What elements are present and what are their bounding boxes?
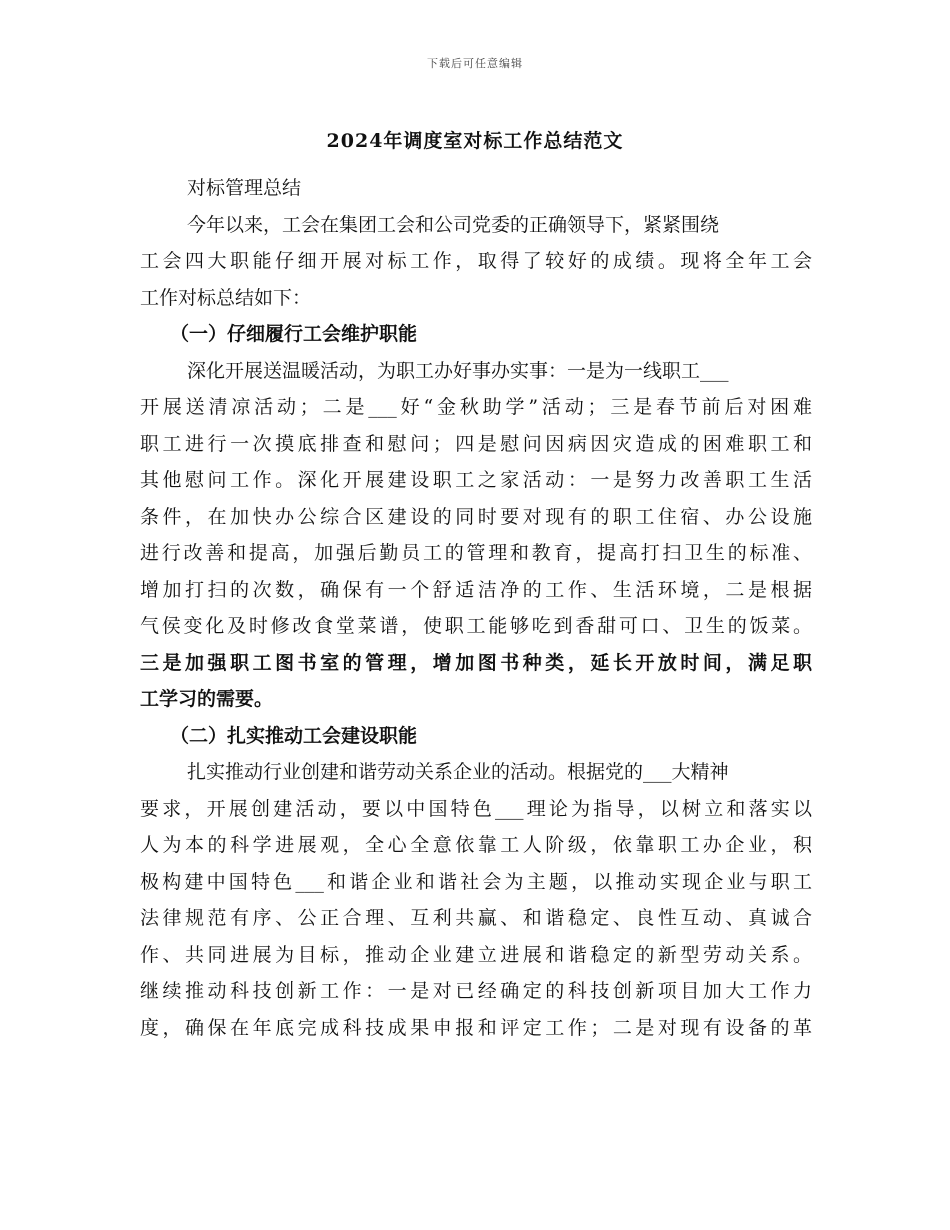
- paragraph-line: 增加打扫的次数，确保有一个舒适洁净的工作、生活环境，二是根据: [140, 578, 812, 601]
- paragraph-line-bold: 工学习的需要。: [140, 688, 274, 710]
- paragraph-line: 度，确保在年底完成科技成果申报和评定工作；二是对现有设备的革: [140, 1016, 812, 1039]
- paragraph-line: 工作对标总结如下：: [140, 286, 312, 309]
- paragraph-line: 极构建中国特色___和谐企业和谐社会为主题，以推动实现企业与职工: [140, 870, 812, 893]
- paragraph-line: 工会四大职能仔细开展对标工作，取得了较好的成绩。现将全年工会: [140, 250, 812, 272]
- paragraph-line: 要求，开展创建活动，要以中国特色___理论为指导，以树立和落实以: [140, 797, 812, 820]
- paragraph-line: 开展送清凉活动；二是___好“金秋助学”活动；三是春节前后对困难: [140, 396, 812, 418]
- paragraph-line: 条件，在加快办公综合区建设的同时要对现有的职工住宿、办公设施: [140, 505, 812, 528]
- page-header: 下载后可任意编辑: [427, 57, 523, 70]
- paragraph-line-bold: 三是加强职工图书室的管理，增加图书种类，延长开放时间，满足职: [140, 651, 812, 674]
- paragraph-line: 人为本的科学进展观，全心全意依靠工人阶级，依靠职工办企业，积: [140, 834, 812, 856]
- subtitle-line: 对标管理总结: [187, 177, 302, 199]
- paragraph-line: 深化开展送温暖活动，为职工办好事办实事：一是为一线职工___: [187, 359, 729, 382]
- paragraph-line: 气侯变化及时修改食堂菜谱，使职工能够吃到香甜可口、卫生的饭菜。: [140, 615, 812, 637]
- document-body: [140, 170, 812, 1046]
- paragraph-line: 法律规范有序、公正合理、互利共赢、和谐稳定、良性互动、真诚合: [140, 907, 812, 929]
- paragraph-line: 扎实推动行业创建和谐劳动关系企业的活动。根据党的___大精神: [187, 761, 729, 783]
- paragraph-line: 进行改善和提高，加强后勤员工的管理和教育，提高打扫卫生的标准、: [140, 542, 812, 564]
- paragraph-line: 继续推动科技创新工作：一是对已经确定的科技创新项目加大工作力: [140, 980, 812, 1002]
- paragraph-line: 今年以来，工会在集团工会和公司党委的正确领导下，紧紧围绕: [187, 213, 720, 236]
- document-title: 2024年调度室对标工作总结范文: [326, 130, 624, 152]
- paragraph-line: 职工进行一次摸底排查和慰问；四是慰问因病因灾造成的困难职工和: [140, 432, 812, 455]
- section-heading: （二）扎实推动工会建设职能: [170, 724, 418, 747]
- paragraph-line: 作、共同进展为目标，推动企业建立进展和谐稳定的新型劳动关系。: [140, 943, 812, 966]
- section-heading: （一）仔细履行工会维护职能: [170, 323, 418, 345]
- paragraph-line: 其他慰问工作。深化开展建设职工之家活动：一是努力改善职工生活: [140, 469, 812, 491]
